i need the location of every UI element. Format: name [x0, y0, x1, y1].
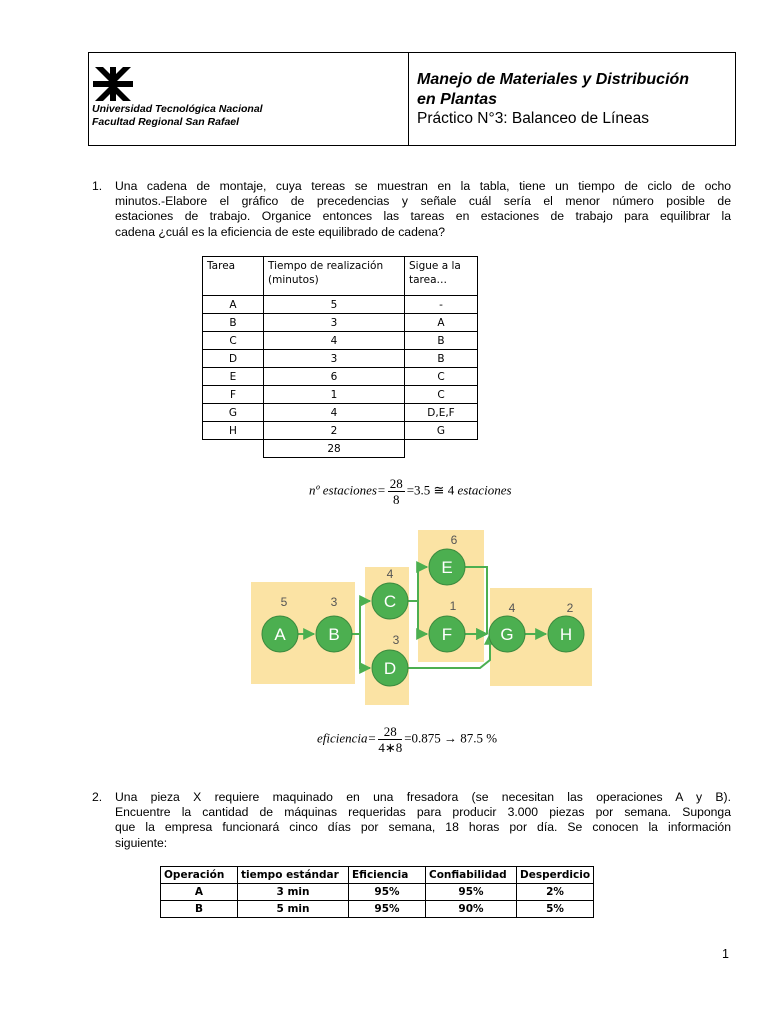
problem-1-text: Una cadena de montaje, cuya tereas se muestran en la tabla, tiene un tiempo de ciclo de ocho minutos.-Elabore el gráfico de precedencias y señale cuál sería el menor número posible de estaciones de trabajo. Organice entonces las tareas en estaciones de trabajo para equilibrar la cadena ¿cuál es la eficiencia de este equilibrado de cadena?: [115, 179, 731, 239]
node-label-c: C: [383, 592, 397, 611]
col-header-tiempo: Tiempo de realización (minutos): [264, 257, 405, 296]
node-time-d: 3: [392, 633, 400, 647]
node-label-d: D: [383, 659, 397, 678]
course-title: Manejo de Materiales y Distribución en Plantas: [417, 71, 690, 108]
node-time-b: 3: [330, 595, 338, 609]
table-row: B 5 min 95% 90% 5%: [161, 901, 594, 918]
col-header-tarea: Tarea: [203, 257, 264, 296]
node-label-h: H: [559, 625, 573, 644]
node-time-f: 1: [449, 599, 457, 613]
node-time-e: 6: [450, 533, 458, 547]
table-row: B 3 A: [203, 314, 478, 332]
col-header-sigue: Sigue a la tarea…: [405, 257, 478, 296]
total-time: 28: [264, 440, 405, 458]
node-label-e: E: [441, 558, 453, 577]
node-time-h: 2: [566, 601, 574, 615]
problem-1-number: 1.: [92, 179, 103, 193]
table-row: H 2 G: [203, 422, 478, 440]
node-label-g: G: [500, 625, 514, 644]
stations-formula: nº estaciones= $\frac{28}{8}$ =3.5 ≅ 4 estaciones: [309, 476, 512, 507]
table-row: C 4 B: [203, 332, 478, 350]
institution-name: Universidad Tecnológica Nacional Facultad Regional San Rafael: [92, 103, 263, 128]
table-row: D 3 B: [203, 350, 478, 368]
table-row: A 5 -: [203, 296, 478, 314]
efficiency-formula: eficiencia= $\frac{28}{4∗8}$ =0.875 → 87.5 %: [317, 724, 498, 755]
node-time-c: 4: [386, 567, 394, 581]
node-label-b: B: [328, 625, 340, 644]
table-row: F 1 C: [203, 386, 478, 404]
node-label-f: F: [441, 625, 453, 644]
problem-2-number: 2.: [92, 790, 103, 804]
table-row: A 3 min 95% 95% 2%: [161, 884, 594, 901]
problem-2-text: Una pieza X requiere maquinado en una fresadora (se necesitan las operaciones A y B). Encuentre la cantidad de máquinas requeridas para producir 3.000 piezas por semana. Suponga que la empresa funcionará cinco días por semana, 18 horas por día. Se conocen la información siguiente:: [115, 790, 731, 850]
operations-table: Operación tiempo estándar Eficiencia Confiabilidad Desperdicio A 3 min 95% 95% 2% B 5 min 95% 90% 5%: [160, 866, 594, 918]
node-time-a: 5: [280, 595, 288, 609]
page-number: 1: [722, 947, 729, 961]
table-row: G 4 D,E,F: [203, 404, 478, 422]
table-row: E 6 C: [203, 368, 478, 386]
practico-title: Práctico N°3: Balanceo de Líneas: [417, 110, 649, 127]
node-time-g: 4: [508, 601, 516, 615]
node-label-a: A: [274, 625, 286, 644]
